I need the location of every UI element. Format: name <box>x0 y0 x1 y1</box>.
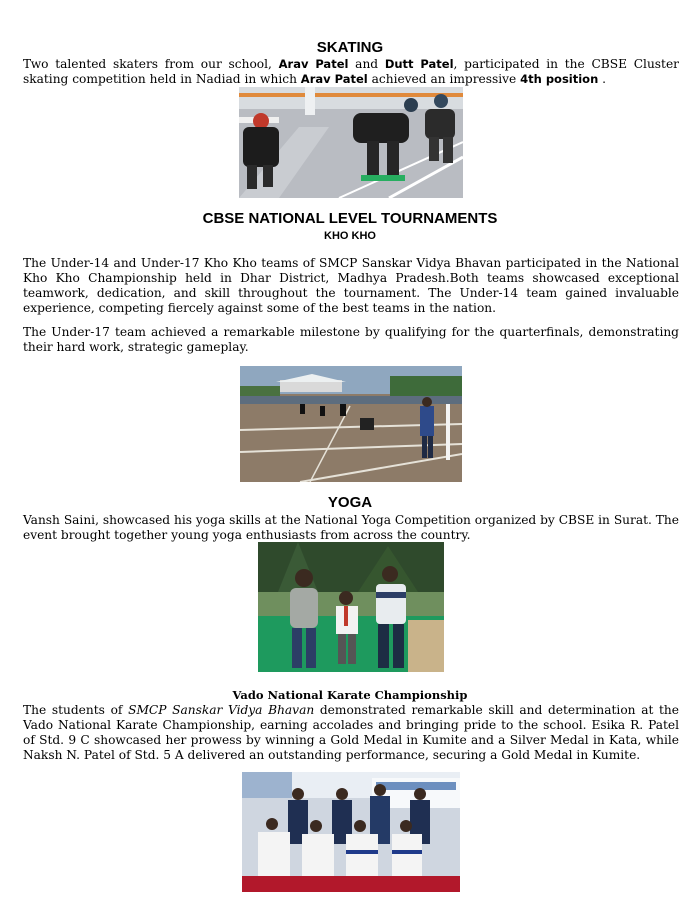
skating-photo <box>239 87 463 198</box>
yoga-photo <box>258 542 444 672</box>
yoga-paragraph: Vansh Saini, showcased his yoga skills at the National Yoga Competition organized by CBSE in Surat. The event brought together young yoga enthusiasts from across the country. <box>23 513 679 542</box>
kho-kho-paragraph-2: The Under-17 team achieved a remarkable milestone by qualifying for the quarterfinals, demonstrating their hard work, strategic gameplay. <box>23 325 679 354</box>
karate-paragraph: The students of SMCP Sanskar Vidya Bhavan demonstrated remarkable skill and determination at the Vado National Karate Championship, earning accolades and bringing pride to the school. Esika R. Patel of Std. 9 C showcased her prowess by winning a Gold Medal in Kumite and a Silver Medal in Kata, while Naksh N. Patel of Std. 5 A delivered an outstanding performance, securing a Gold Medal in Kumite. <box>23 703 679 762</box>
skating-paragraph: Two talented skaters from our school, Arav Patel and Dutt Patel, participated in the CBSE Cluster skating competition held in Nadiad in which Arav Patel achieved an impressive 4th position . <box>23 57 679 86</box>
kho-kho-photo <box>240 366 462 482</box>
yoga-heading: YOGA <box>327 494 373 511</box>
skating-heading: SKATING <box>316 39 384 56</box>
karate-photo <box>242 772 460 892</box>
kho-kho-paragraph-1: The Under-14 and Under-17 Kho Kho teams of SMCP Sanskar Vidya Bhavan participated in the National Kho Kho Championship held in Dhar District, Madhya Pradesh.Both teams showcased exceptional teamwork, dedication, and skill throughout the tournament. The Under-14 team gained invaluable experience, competing fiercely against some of the best teams in the nation. <box>23 256 679 315</box>
karate-heading: Vado National Karate Championship <box>232 688 468 702</box>
national-heading: CBSE NATIONAL LEVEL TOURNAMENTS <box>202 210 498 227</box>
kho-kho-subheading: KHO KHO <box>324 230 376 242</box>
